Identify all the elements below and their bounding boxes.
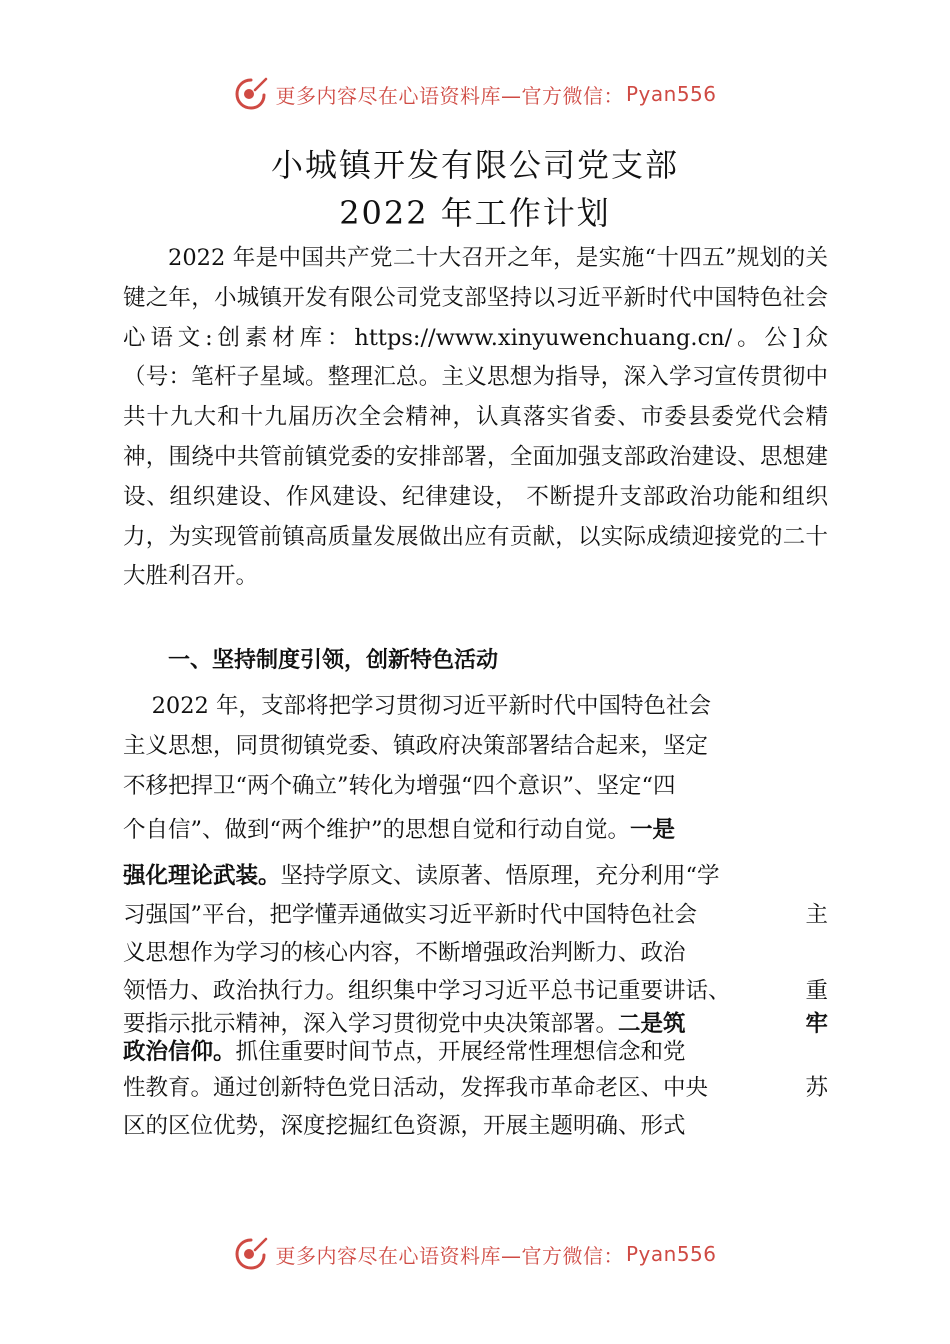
body-line xyxy=(123,897,828,933)
bold-keyword: 二是筑 xyxy=(618,1011,686,1037)
banner-text: 更多内容尽在心语资料库—官方微信： xyxy=(275,83,624,108)
body-text-right: 苏 xyxy=(805,1075,828,1101)
body-line: 不移把捍卫“两个确立”转化为增强“四个意识”、坚定“四 xyxy=(123,773,676,799)
footer-banner xyxy=(0,1232,950,1276)
bold-keyword-right: 牢 xyxy=(805,1011,828,1037)
body-line xyxy=(123,1034,828,1070)
banner-text: 更多内容尽在心语资料库—官方微信： xyxy=(275,1243,624,1268)
body-text: 领悟力、政治执行力。组织集中学习习近平总书记重要讲话、 xyxy=(123,978,731,1004)
body-line xyxy=(123,973,828,1009)
body-line: 2022 年，支部将把学习贯彻习近平新时代中国特色社会 xyxy=(123,693,712,719)
body-text-right: 主 xyxy=(805,902,828,928)
body-text: 个自信”、做到“两个维护”的思想自觉和行动自觉。 xyxy=(123,817,631,843)
section-1-heading: 一、坚持制度引领，创新特色活动 xyxy=(168,648,499,673)
body-text: 坚持学原文、读原著、悟原理，充分利用“学 xyxy=(280,863,720,889)
body-line xyxy=(123,1070,828,1106)
body-text: 性教育。通过创新特色党日活动，发挥我市革命老区、中央 xyxy=(123,1075,709,1101)
document-subtitle: 2022 年工作计划 xyxy=(339,194,611,232)
banner-wechat-id: Pyan556 xyxy=(625,82,717,106)
body-text: 抓住重要时间节点，开展经常性理想信念和党 xyxy=(235,1039,686,1065)
body-line: 义思想作为学习的核心内容，不断增强政治判断力、政治 xyxy=(123,940,686,966)
header-banner xyxy=(0,72,950,116)
document-title: 小城镇开发有限公司党支部 xyxy=(270,146,679,184)
body-line xyxy=(123,812,828,848)
bold-keyword: 政治信仰。 xyxy=(123,1039,236,1065)
body-line: 主义思想，同贯彻镇党委、镇政府决策部署结合起来，坚定 xyxy=(123,733,709,759)
banner-wechat-id: Pyan556 xyxy=(625,1242,717,1266)
bold-keyword: 一是 xyxy=(630,817,676,843)
body-text: 要指示批示精神，深入学习贯彻党中央决策部署。 xyxy=(123,1011,619,1037)
intro-paragraph: 2022 年是中国共产党二十大召开之年，是实施“十四五”规划的关键之年，小城镇开发有限公司党支部坚持以习近平新时代中国特色社会心语文:创素材库：https://www.xinyuwenchuang.cn/。公]众（号：笔杆子星域。整理汇总。主义思想为指导，深入学习宣传贯彻中共十九大和十九届历次全会精神，认真落实省委、市委县委党代会精神，围绕中共管前镇党委的安排部署，全面加强支部政治建设、思想建设、组织建设、作风建设、纪律建设， 不断提升支部政治功能和组织力，为实现管前镇高质量发展做出应有贡献，以实际成绩迎接党的二十大胜利召开。 xyxy=(123,245,828,590)
brush-logo-icon xyxy=(233,76,269,112)
body-line xyxy=(123,858,828,894)
bold-keyword: 强化理论武装。 xyxy=(123,863,281,889)
body-text: 习强国”平台，把学懂弄通做实习近平新时代中国特色社会 xyxy=(123,902,698,928)
body-line: 区的区位优势，深度挖掘红色资源，开展主题明确、形式 xyxy=(123,1113,686,1139)
brush-logo-icon xyxy=(233,1236,269,1272)
body-text-right: 重 xyxy=(805,978,828,1004)
